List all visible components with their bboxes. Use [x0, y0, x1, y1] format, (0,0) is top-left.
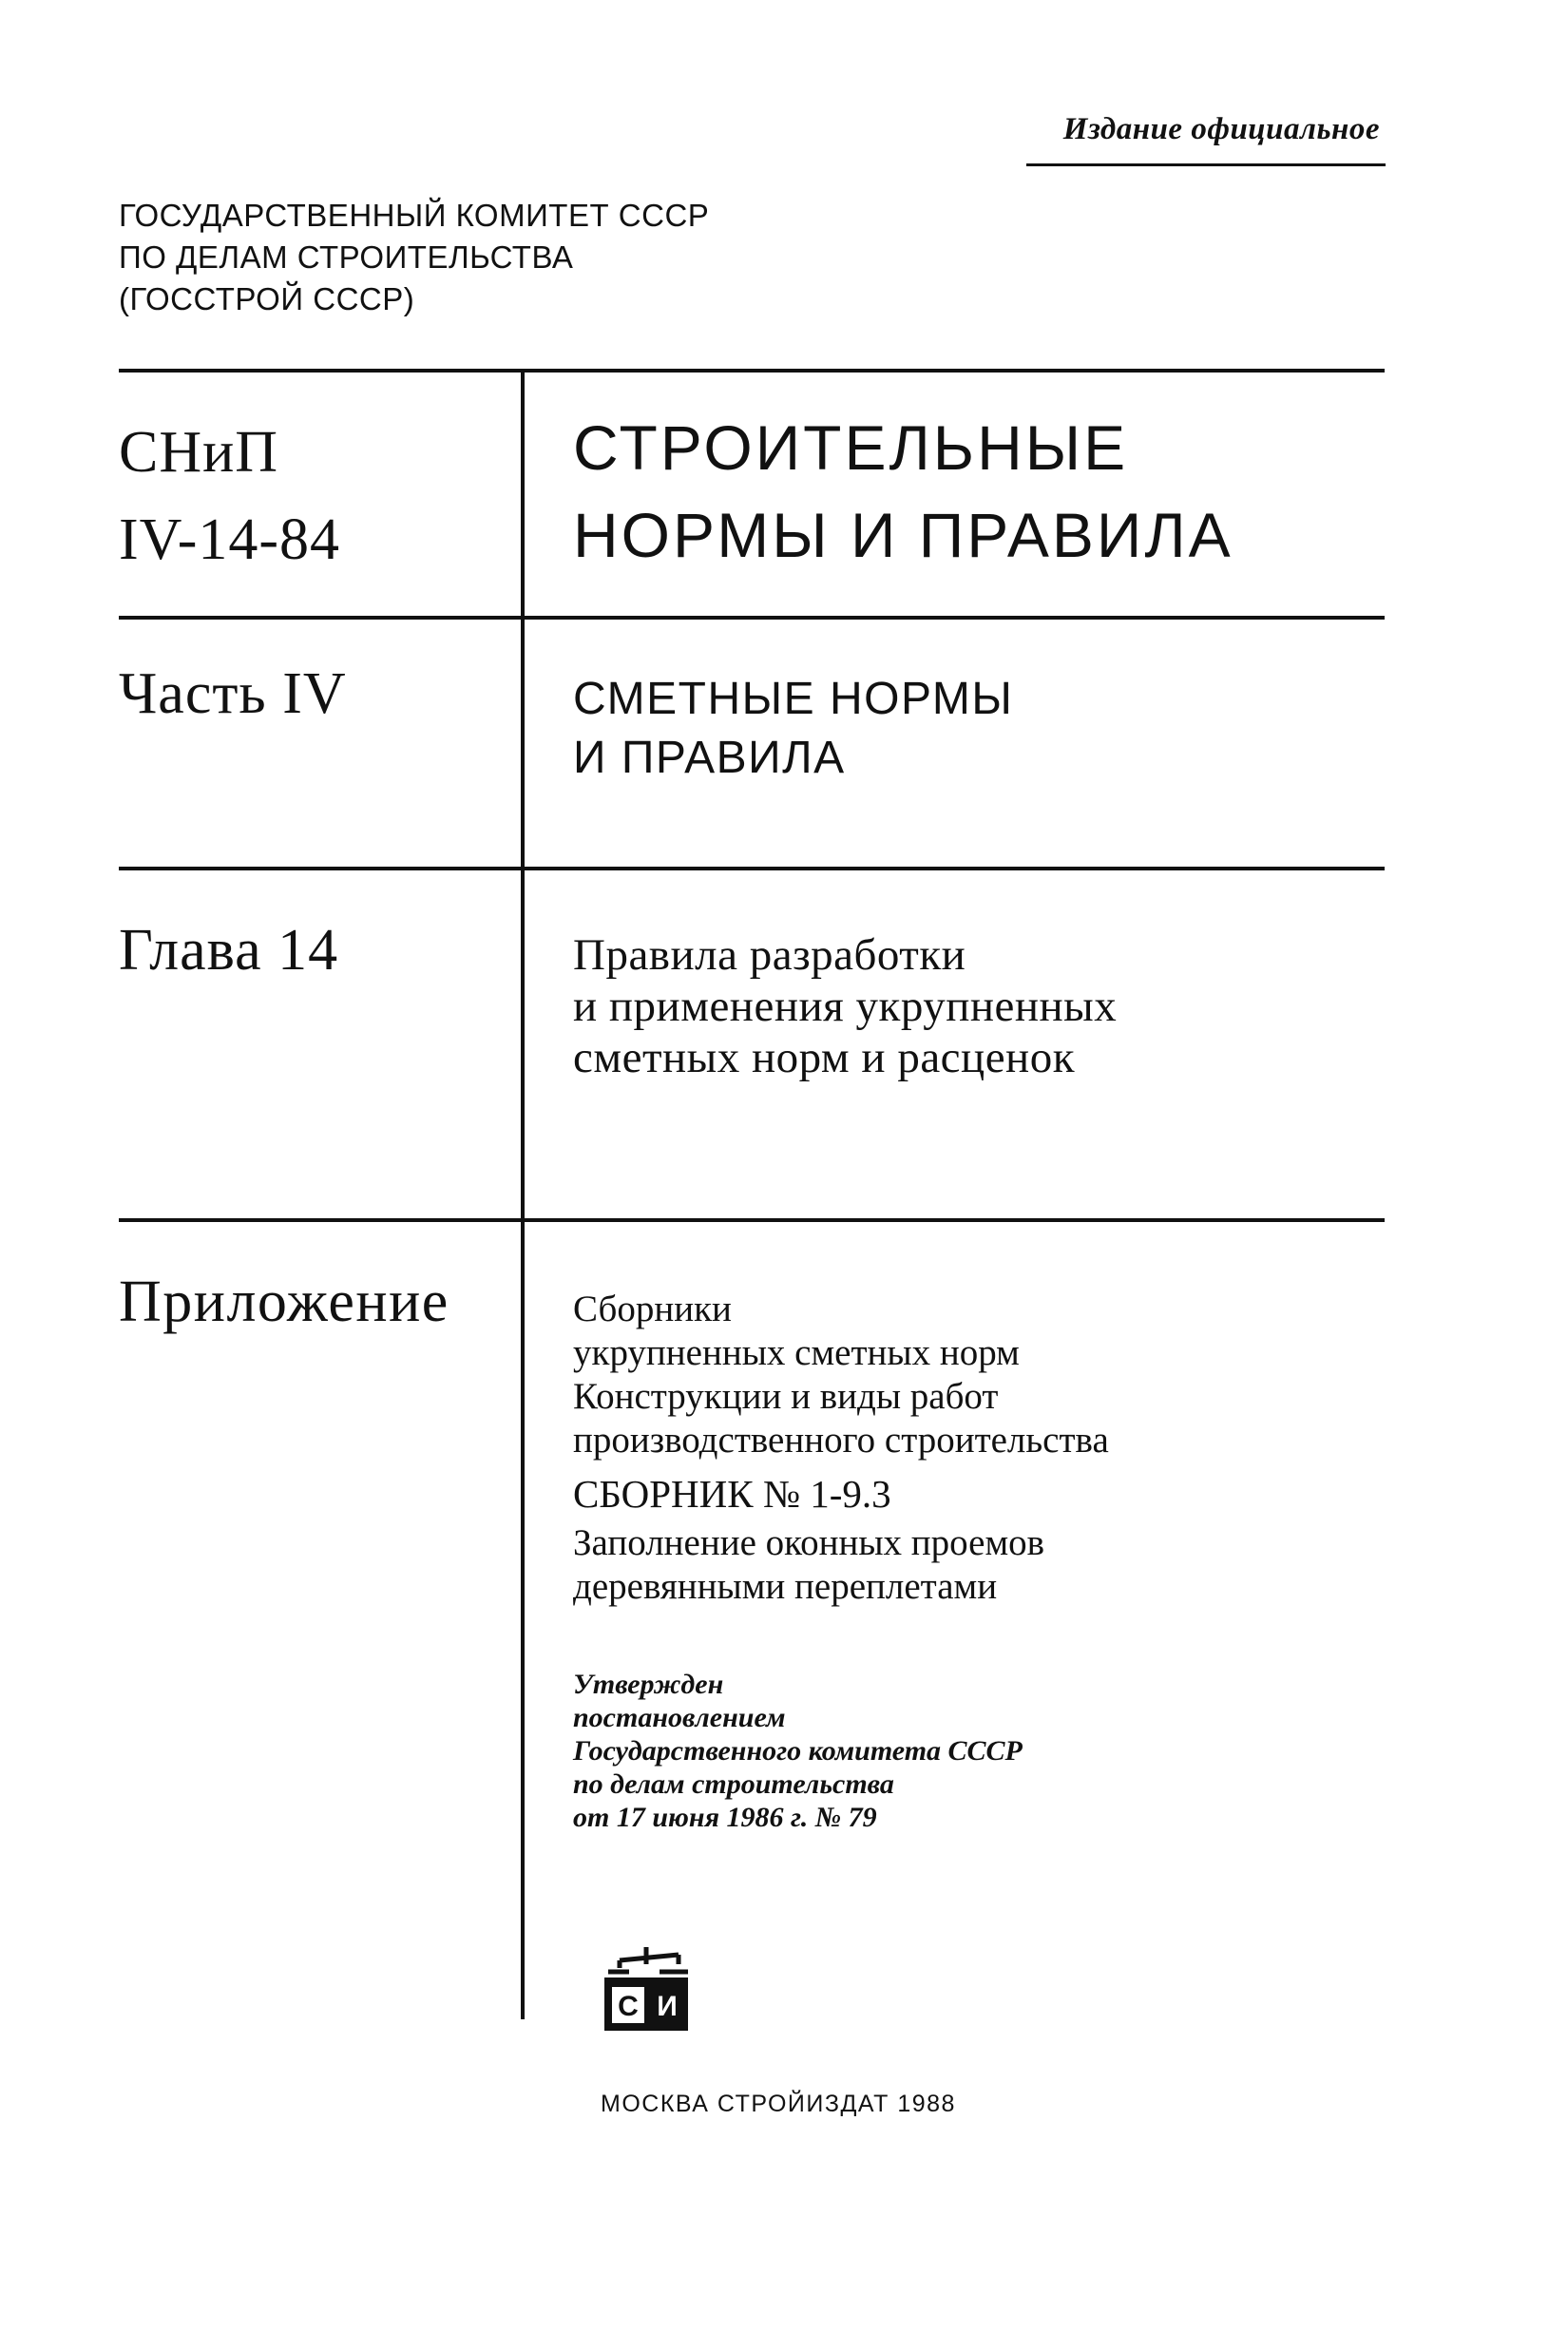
subject-line: Заполнение оконных проемов — [573, 1522, 1045, 1563]
snip-title — [573, 404, 1233, 579]
chapter-title-line: сметных норм и расценок — [573, 1033, 1076, 1082]
table-top-rule — [119, 369, 1385, 373]
row-divider-3 — [119, 1218, 1385, 1222]
committee-header — [119, 195, 709, 320]
part-title — [573, 670, 1013, 788]
snip-code-line: IV-14-84 — [119, 507, 341, 572]
snip-title-line: СТРОИТЕЛЬНЫЕ — [573, 412, 1129, 483]
approval-line: постановлением — [573, 1702, 786, 1733]
snip-code — [119, 409, 340, 583]
column-divider — [521, 369, 525, 2019]
row-divider-2 — [119, 867, 1385, 870]
collection-line: укрупненных сметных норм — [573, 1332, 1020, 1373]
appendix-code: Приложение — [119, 1270, 449, 1334]
chapter-title — [573, 929, 1117, 1083]
chapter-title-line: Правила разработки — [573, 930, 966, 980]
chapter-code: Глава 14 — [119, 918, 339, 983]
official-edition-underline — [1026, 163, 1386, 166]
publisher-imprint: МОСКВА СТРОЙИЗДАТ 1988 — [601, 2091, 956, 2117]
committee-line: ПО ДЕЛАМ СТРОИТЕЛЬСТВА — [119, 239, 574, 275]
publisher-logo-icon — [601, 1943, 696, 2034]
part-code: Часть IV — [119, 661, 347, 726]
appendix-description — [573, 1288, 1109, 1609]
collection-line: производственного строительства — [573, 1420, 1109, 1461]
committee-line: (ГОССТРОЙ СССР) — [119, 281, 415, 316]
collection-number: СБОРНИК № 1-9.3 — [573, 1472, 891, 1516]
approval-line: Государственного комитета СССР — [573, 1735, 1023, 1767]
subject-line: деревянными переплетами — [573, 1566, 998, 1607]
committee-line: ГОСУДАРСТВЕННЫЙ КОМИТЕТ СССР — [119, 198, 710, 233]
svg-text:И: И — [657, 1991, 678, 2022]
approval-line: по делам строительства — [573, 1768, 894, 1800]
collection-line: Сборники — [573, 1289, 732, 1329]
chapter-title-line: и применения укрупненных — [573, 982, 1118, 1031]
svg-text:С: С — [618, 1991, 639, 2022]
approval-line: от 17 июня 1986 г. № 79 — [573, 1802, 877, 1833]
part-title-line: И ПРАВИЛА — [573, 733, 846, 783]
collection-line: Конструкции и виды работ — [573, 1376, 999, 1417]
snip-title-line: НОРМЫ И ПРАВИЛА — [573, 500, 1233, 570]
row-divider-1 — [119, 616, 1385, 620]
official-edition-label: Издание официальное — [1062, 112, 1380, 146]
approval-note — [573, 1668, 1023, 1834]
part-title-line: СМЕТНЫЕ НОРМЫ — [573, 674, 1014, 724]
snip-code-line: СНиП — [119, 420, 279, 485]
approval-line: Утвержден — [573, 1669, 724, 1700]
